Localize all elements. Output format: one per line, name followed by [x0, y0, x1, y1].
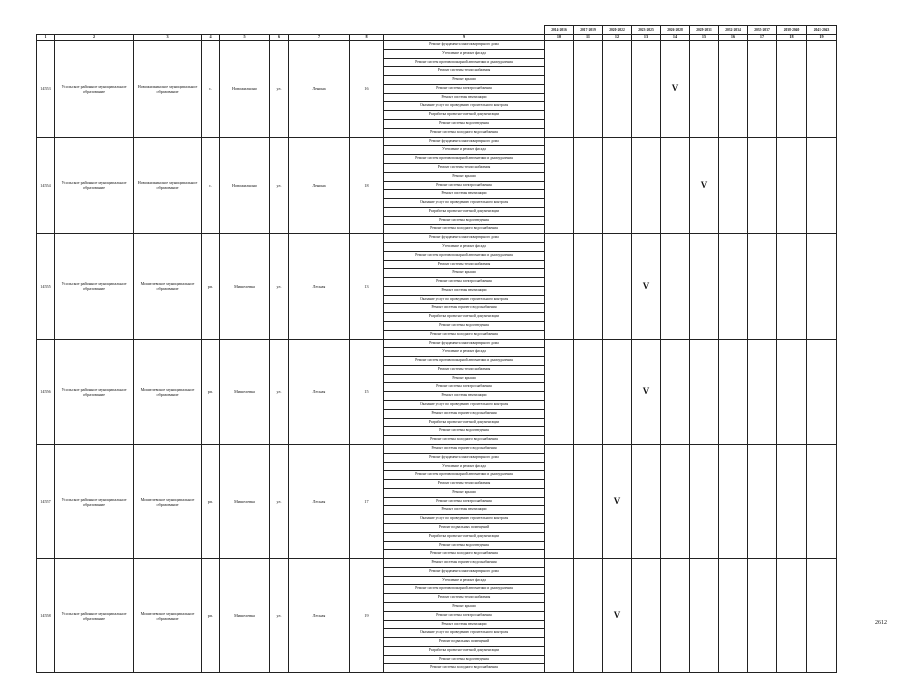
period-header: 2026-2028	[661, 26, 690, 35]
work-type-cell: Ремонт систем противопожарной автоматики и дымоудаления	[384, 471, 545, 480]
work-type-cell: Оказание услуг по проведению строительного контроля	[384, 102, 545, 111]
period-cell	[574, 444, 603, 558]
record-id: 14554	[37, 137, 55, 234]
work-type-cell: Ремонт крыши	[384, 488, 545, 497]
settlement-cell: Новожилкинское муниципальное образование	[134, 41, 202, 138]
work-type-cell: Ремонт системы водоотведения	[384, 216, 545, 225]
column-number: 5	[220, 35, 270, 41]
period-cell	[574, 559, 603, 673]
settlement-cell: Мишелевское муниципальное образование	[134, 559, 202, 673]
period-cell	[719, 444, 748, 558]
work-type-cell: Ремонт крыши	[384, 269, 545, 278]
period-mark: V	[632, 339, 661, 444]
work-type-cell: Разработка проектно-сметной документации	[384, 207, 545, 216]
street-type-cell: ул.	[270, 444, 289, 558]
blank-header-cell	[270, 26, 289, 35]
period-cell	[807, 339, 837, 444]
record-id: 14556	[37, 339, 55, 444]
house-number-cell: 15	[350, 339, 384, 444]
work-type-cell: Ремонт системы вентиляции	[384, 286, 545, 295]
column-number: 6	[270, 35, 289, 41]
period-cell	[574, 41, 603, 138]
period-cell	[777, 444, 807, 558]
settlement-cell: Новожилкинское муниципальное образование	[134, 137, 202, 234]
street-type-cell: ул.	[270, 234, 289, 339]
period-cell	[807, 559, 837, 673]
work-type-cell: Утепление и ремонт фасада	[384, 576, 545, 585]
work-type-cell: Ремонт крыши	[384, 603, 545, 612]
street-type-cell: ул.	[270, 137, 289, 234]
column-number: 17	[748, 35, 777, 41]
work-type-cell: Ремонт фундамента многоквартирного дома	[384, 41, 545, 50]
column-number: 13	[632, 35, 661, 41]
work-type-cell: Ремонт фундамента многоквартирного дома	[384, 453, 545, 462]
work-type-cell: Ремонт системы горячего водоснабжения	[384, 304, 545, 313]
table-row	[37, 339, 837, 348]
locality-cell: Мишелевка	[220, 339, 270, 444]
period-cell	[807, 234, 837, 339]
period-cell	[661, 234, 690, 339]
blank-header-cell	[384, 26, 545, 35]
work-type-cell: Утепление и ремонт фасада	[384, 242, 545, 251]
work-type-cell: Утепление и ремонт фасада	[384, 49, 545, 58]
work-type-cell: Ремонт фундамента многоквартирного дома	[384, 567, 545, 576]
work-type-cell: Ремонт систем противопожарной автоматики и дымоудаления	[384, 357, 545, 366]
period-cell	[748, 559, 777, 673]
period-mark: V	[690, 137, 719, 234]
locality-cell: Мишелевка	[220, 559, 270, 673]
street-cell: Лесная	[289, 559, 350, 673]
work-type-cell: Ремонт системы теплоснабжения	[384, 163, 545, 172]
period-cell	[719, 41, 748, 138]
street-cell: Лесная	[289, 339, 350, 444]
blank-header-cell	[289, 26, 350, 35]
table-row	[37, 559, 837, 568]
work-type-cell: Ремонт системы теплоснабжения	[384, 260, 545, 269]
work-type-cell: Ремонт системы вентиляции	[384, 506, 545, 515]
period-cell	[748, 444, 777, 558]
blank-header-cell	[202, 26, 220, 35]
settlement-type-cell: с.	[202, 137, 220, 234]
municipality-cell: Усольское районное муниципальное образование	[55, 339, 134, 444]
period-cell	[574, 234, 603, 339]
column-number: 1	[37, 35, 55, 41]
work-type-cell: Ремонт фундамента многоквартирного дома	[384, 137, 545, 146]
period-cell	[690, 41, 719, 138]
work-type-cell: Ремонт системы горячего водоснабжения	[384, 444, 545, 453]
period-cell	[545, 137, 574, 234]
column-number: 2	[55, 35, 134, 41]
work-type-cell: Ремонт системы вентиляции	[384, 620, 545, 629]
period-cell	[603, 234, 632, 339]
period-cell	[690, 559, 719, 673]
blank-header-cell	[134, 26, 202, 35]
blank-header-cell	[350, 26, 384, 35]
column-number: 18	[777, 35, 807, 41]
street-cell: Лесная	[289, 234, 350, 339]
period-cell	[748, 137, 777, 234]
work-type-cell: Ремонт системы холодного водоснабжения	[384, 664, 545, 673]
municipality-cell: Усольское районное муниципальное образование	[55, 234, 134, 339]
period-cell	[719, 234, 748, 339]
work-type-cell: Ремонт крыши	[384, 374, 545, 383]
period-header: 2035-2037	[748, 26, 777, 35]
work-type-cell: Ремонт системы теплоснабжения	[384, 480, 545, 489]
period-cell	[632, 444, 661, 558]
work-type-cell: Оказание услуг по проведению строительного контроля	[384, 199, 545, 208]
table-body	[37, 26, 837, 673]
page-number: 2612	[875, 620, 887, 626]
period-header: 2041-2043	[807, 26, 837, 35]
period-cell	[719, 339, 748, 444]
period-cell	[545, 234, 574, 339]
work-type-cell: Ремонт системы электроснабжения	[384, 278, 545, 287]
table-row	[37, 234, 837, 243]
column-number: 15	[690, 35, 719, 41]
work-type-cell: Ремонт систем противопожарной автоматики и дымоудаления	[384, 58, 545, 67]
settlement-type-cell: рп.	[202, 339, 220, 444]
locality-cell: Новожилкино	[220, 41, 270, 138]
work-type-cell: Ремонт системы холодного водоснабжения	[384, 330, 545, 339]
street-type-cell: ул.	[270, 559, 289, 673]
period-mark: V	[661, 41, 690, 138]
street-cell: Лесная	[289, 444, 350, 558]
work-type-cell: Ремонт системы водоотведения	[384, 541, 545, 550]
period-cell	[545, 339, 574, 444]
period-mark: V	[603, 444, 632, 558]
column-number: 4	[202, 35, 220, 41]
house-number-cell: 13	[350, 234, 384, 339]
municipality-cell: Усольское районное муниципальное образование	[55, 41, 134, 138]
period-mark: V	[632, 234, 661, 339]
work-type-cell: Ремонт системы теплоснабжения	[384, 67, 545, 76]
column-number: 10	[545, 35, 574, 41]
work-type-cell: Ремонт системы горячего водоснабжения	[384, 559, 545, 568]
period-cell	[661, 137, 690, 234]
column-number: 16	[719, 35, 748, 41]
column-number: 8	[350, 35, 384, 41]
period-cell	[777, 41, 807, 138]
house-number-cell: 19	[350, 559, 384, 673]
work-type-cell: Ремонт системы водоотведения	[384, 322, 545, 331]
period-cell	[807, 137, 837, 234]
settlement-type-cell: рп.	[202, 234, 220, 339]
period-header-row	[37, 26, 837, 35]
period-cell	[807, 444, 837, 558]
work-type-cell: Оказание услуг по проведению строительного контроля	[384, 295, 545, 304]
work-type-cell: Утепление и ремонт фасада	[384, 462, 545, 471]
period-cell	[719, 137, 748, 234]
period-cell	[632, 41, 661, 138]
locality-cell: Мишелевка	[220, 444, 270, 558]
house-number-cell: 16	[350, 41, 384, 138]
work-type-cell: Ремонт системы вентиляции	[384, 190, 545, 199]
work-type-cell: Ремонт системы теплоснабжения	[384, 594, 545, 603]
period-cell	[690, 234, 719, 339]
street-type-cell: ул.	[270, 41, 289, 138]
work-type-cell: Ремонт системы вентиляции	[384, 93, 545, 102]
locality-cell: Мишелевка	[220, 234, 270, 339]
work-type-cell: Ремонт фундамента многоквартирного дома	[384, 234, 545, 243]
work-type-cell: Разработка проектно-сметной документации	[384, 313, 545, 322]
work-type-cell: Ремонт подвальных помещений	[384, 523, 545, 532]
work-type-cell: Ремонт крыши	[384, 76, 545, 85]
period-cell	[807, 41, 837, 138]
period-cell	[545, 559, 574, 673]
period-cell	[690, 444, 719, 558]
period-cell	[603, 339, 632, 444]
record-id: 14557	[37, 444, 55, 558]
settlement-cell: Мишелевское муниципальное образование	[134, 444, 202, 558]
street-cell: Ленина	[289, 41, 350, 138]
municipality-cell: Усольское районное муниципальное образование	[55, 137, 134, 234]
work-type-cell: Ремонт подвальных помещений	[384, 638, 545, 647]
work-type-cell: Ремонт системы электроснабжения	[384, 611, 545, 620]
municipality-cell: Усольское районное муниципальное образование	[55, 444, 134, 558]
period-mark: V	[603, 559, 632, 673]
work-type-cell: Ремонт системы электроснабжения	[384, 181, 545, 190]
column-number: 9	[384, 35, 545, 41]
work-type-cell: Ремонт систем противопожарной автоматики и дымоудаления	[384, 251, 545, 260]
period-cell	[661, 339, 690, 444]
column-number: 7	[289, 35, 350, 41]
column-number: 19	[807, 35, 837, 41]
settlement-type-cell: с.	[202, 41, 220, 138]
period-header: 2029-2031	[690, 26, 719, 35]
house-number-cell: 18	[350, 137, 384, 234]
work-type-cell: Ремонт системы теплоснабжения	[384, 365, 545, 374]
settlement-type-cell: рп.	[202, 559, 220, 673]
table-row	[37, 444, 837, 453]
work-type-cell: Ремонт системы холодного водоснабжения	[384, 225, 545, 234]
period-cell	[545, 41, 574, 138]
work-type-cell: Разработка проектно-сметной документации	[384, 532, 545, 541]
period-cell	[603, 137, 632, 234]
record-id: 14553	[37, 41, 55, 138]
period-cell	[661, 559, 690, 673]
blank-header-cell	[220, 26, 270, 35]
period-cell	[748, 234, 777, 339]
period-cell	[574, 339, 603, 444]
column-number: 3	[134, 35, 202, 41]
period-cell	[748, 41, 777, 138]
work-type-cell: Ремонт системы холодного водоснабжения	[384, 128, 545, 137]
period-cell	[545, 444, 574, 558]
blank-header-cell	[55, 26, 134, 35]
period-header: 2032-2034	[719, 26, 748, 35]
work-type-cell: Утепление и ремонт фасада	[384, 146, 545, 155]
work-type-cell: Ремонт фундамента многоквартирного дома	[384, 339, 545, 348]
work-type-cell: Ремонт системы горячего водоснабжения	[384, 409, 545, 418]
work-type-cell: Ремонт системы электроснабжения	[384, 383, 545, 392]
period-cell	[632, 137, 661, 234]
work-type-cell: Оказание услуг по проведению строительного контроля	[384, 401, 545, 410]
municipality-cell: Усольское районное муниципальное образование	[55, 559, 134, 673]
period-cell	[719, 559, 748, 673]
work-type-cell: Ремонт систем противопожарной автоматики и дымоудаления	[384, 585, 545, 594]
period-cell	[603, 41, 632, 138]
work-type-cell: Ремонт системы вентиляции	[384, 392, 545, 401]
period-header: 2017-2019	[574, 26, 603, 35]
street-cell: Ленина	[289, 137, 350, 234]
work-type-cell: Утепление и ремонт фасада	[384, 348, 545, 357]
period-header: 2023-2025	[632, 26, 661, 35]
period-header: 2014-2016	[545, 26, 574, 35]
settlement-type-cell: рп.	[202, 444, 220, 558]
period-cell	[632, 559, 661, 673]
work-type-cell: Ремонт системы холодного водоснабжения	[384, 550, 545, 559]
period-header: 2038-2040	[777, 26, 807, 35]
house-number-cell: 17	[350, 444, 384, 558]
work-type-cell: Ремонт системы электроснабжения	[384, 84, 545, 93]
record-id: 14558	[37, 559, 55, 673]
period-cell	[777, 137, 807, 234]
period-cell	[748, 339, 777, 444]
work-type-cell: Разработка проектно-сметной документации	[384, 418, 545, 427]
work-type-cell: Разработка проектно-сметной документации	[384, 646, 545, 655]
work-type-cell: Ремонт системы водоотведения	[384, 427, 545, 436]
period-header: 2020-2022	[603, 26, 632, 35]
record-id: 14555	[37, 234, 55, 339]
column-number: 11	[574, 35, 603, 41]
column-number: 12	[603, 35, 632, 41]
period-cell	[661, 444, 690, 558]
column-number: 14	[661, 35, 690, 41]
work-type-cell: Ремонт крыши	[384, 172, 545, 181]
settlement-cell: Мишелевское муниципальное образование	[134, 234, 202, 339]
street-type-cell: ул.	[270, 339, 289, 444]
work-type-cell: Ремонт системы водоотведения	[384, 655, 545, 664]
table-row	[37, 137, 837, 146]
locality-cell: Новожилкино	[220, 137, 270, 234]
work-type-cell: Ремонт системы водоотведения	[384, 120, 545, 129]
work-type-cell: Оказание услуг по проведению строительного контроля	[384, 515, 545, 524]
work-type-cell: Ремонт систем противопожарной автоматики и дымоудаления	[384, 155, 545, 164]
period-cell	[777, 234, 807, 339]
work-type-cell: Ремонт системы электроснабжения	[384, 497, 545, 506]
work-type-cell: Разработка проектно-сметной документации	[384, 111, 545, 120]
blank-header-cell	[37, 26, 55, 35]
work-type-cell: Оказание услуг по проведению строительного контроля	[384, 629, 545, 638]
capital-repair-table	[36, 25, 837, 673]
period-cell	[777, 559, 807, 673]
settlement-cell: Мишелевское муниципальное образование	[134, 339, 202, 444]
period-cell	[574, 137, 603, 234]
work-type-cell: Ремонт системы холодного водоснабжения	[384, 436, 545, 445]
table-row	[37, 41, 837, 50]
period-cell	[690, 339, 719, 444]
period-cell	[777, 339, 807, 444]
